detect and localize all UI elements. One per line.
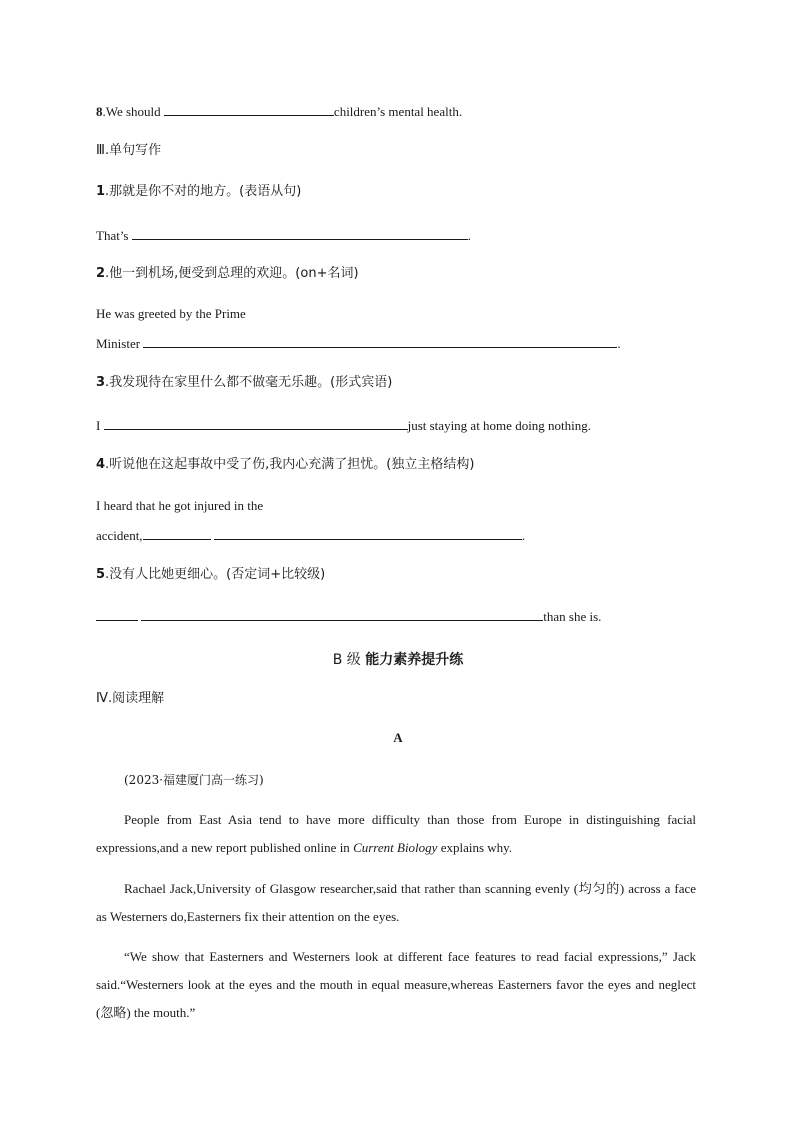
- item-prompt-text: .我发现待在家里什么都不做毫无乐趣。(形式宾语): [105, 375, 393, 390]
- answer-lead-text: accident,: [96, 528, 143, 543]
- passage-paragraph-2: Rachael Jack,University of Glasgow researcher,said that rather than scanning evenly (均匀的) across a face as Westerners do,Easterners fix their attention on the eyes.: [96, 881, 696, 924]
- answer-end-text: .: [467, 228, 471, 243]
- item-1-answer: [96, 225, 471, 245]
- question-number: 8: [96, 104, 103, 119]
- passage-paragraph-3: “We show that Easterners and Westerners look at different face features to read facial expressions,” Jack said.“Westerners look at the eyes and the mouth in equal measure,whereas Easterners favor the eyes and neglect (忽略) the mouth.”: [96, 949, 696, 1020]
- paragraph-text: explains why.: [440, 840, 513, 855]
- item-4-answer: [96, 525, 525, 545]
- answer-blank-2[interactable]: [214, 525, 522, 540]
- item-3-answer: [96, 415, 591, 435]
- answer-blank-1[interactable]: [143, 525, 211, 540]
- passage-label: A: [393, 730, 403, 745]
- item-number: 3: [96, 375, 106, 390]
- item-prompt-text: .没有人比她更细心。(否定词+比较级): [105, 567, 326, 582]
- item-4-prompt: [96, 456, 474, 474]
- level-title: 能力素养提升练: [365, 652, 464, 668]
- answer-blank[interactable]: [132, 225, 468, 240]
- paragraph-text: People from East Asia tend to have more difficulty than those from Europe in distinguishing facial expressions,and a new report published online in: [96, 812, 696, 855]
- item-2-answer: [96, 333, 621, 353]
- answer-blank[interactable]: [104, 415, 408, 430]
- level-label: B 级: [332, 652, 361, 668]
- item-number: 1: [96, 184, 106, 199]
- answer-lead-text: I: [96, 418, 101, 433]
- item-prompt-text: .他一到机场,便受到总理的欢迎。(on+名词): [105, 266, 359, 281]
- section-3-title: Ⅲ.单句写作: [96, 143, 162, 158]
- passage-source: (2023·福建厦门高一练习): [124, 773, 264, 787]
- question-text-before: .We should: [102, 104, 161, 119]
- item-2-prompt: [96, 265, 359, 283]
- section-4-title: Ⅳ.阅读理解: [96, 691, 165, 706]
- item-5-prompt: [96, 566, 325, 584]
- question-text-after: children’s mental health.: [333, 104, 463, 119]
- answer-blank-2[interactable]: [141, 606, 543, 621]
- answer-end-text: .: [521, 528, 526, 543]
- item-1-prompt: [96, 183, 301, 201]
- answer-end-text: than she is.: [543, 609, 602, 624]
- item-5-answer: [96, 606, 601, 626]
- item-number: 2: [96, 266, 106, 281]
- answer-lead-text: Minister: [96, 336, 141, 351]
- answer-blank[interactable]: [143, 333, 617, 348]
- journal-title: Current Biology: [353, 840, 438, 855]
- passage-paragraph-1: [96, 806, 696, 862]
- item-2-line1: He was greeted by the Prime: [96, 306, 246, 321]
- answer-lead-text: That’s: [96, 228, 129, 243]
- item-3-prompt: [96, 374, 392, 392]
- item-4-line1: I heard that he got injured in the: [96, 498, 264, 513]
- answer-end-text: .: [617, 336, 621, 351]
- answer-blank-1[interactable]: [96, 606, 138, 621]
- item-number: 5: [96, 567, 106, 582]
- question-8: [96, 101, 462, 121]
- item-prompt-text: .那就是你不对的地方。(表语从句): [105, 184, 302, 199]
- answer-end-text: just staying at home doing nothing.: [407, 418, 592, 433]
- item-number: 4: [96, 457, 106, 472]
- item-prompt-text: .听说他在这起事故中受了伤,我内心充满了担忧。(独立主格结构): [105, 457, 475, 472]
- level-b-heading: [96, 649, 700, 669]
- answer-blank[interactable]: [164, 101, 334, 116]
